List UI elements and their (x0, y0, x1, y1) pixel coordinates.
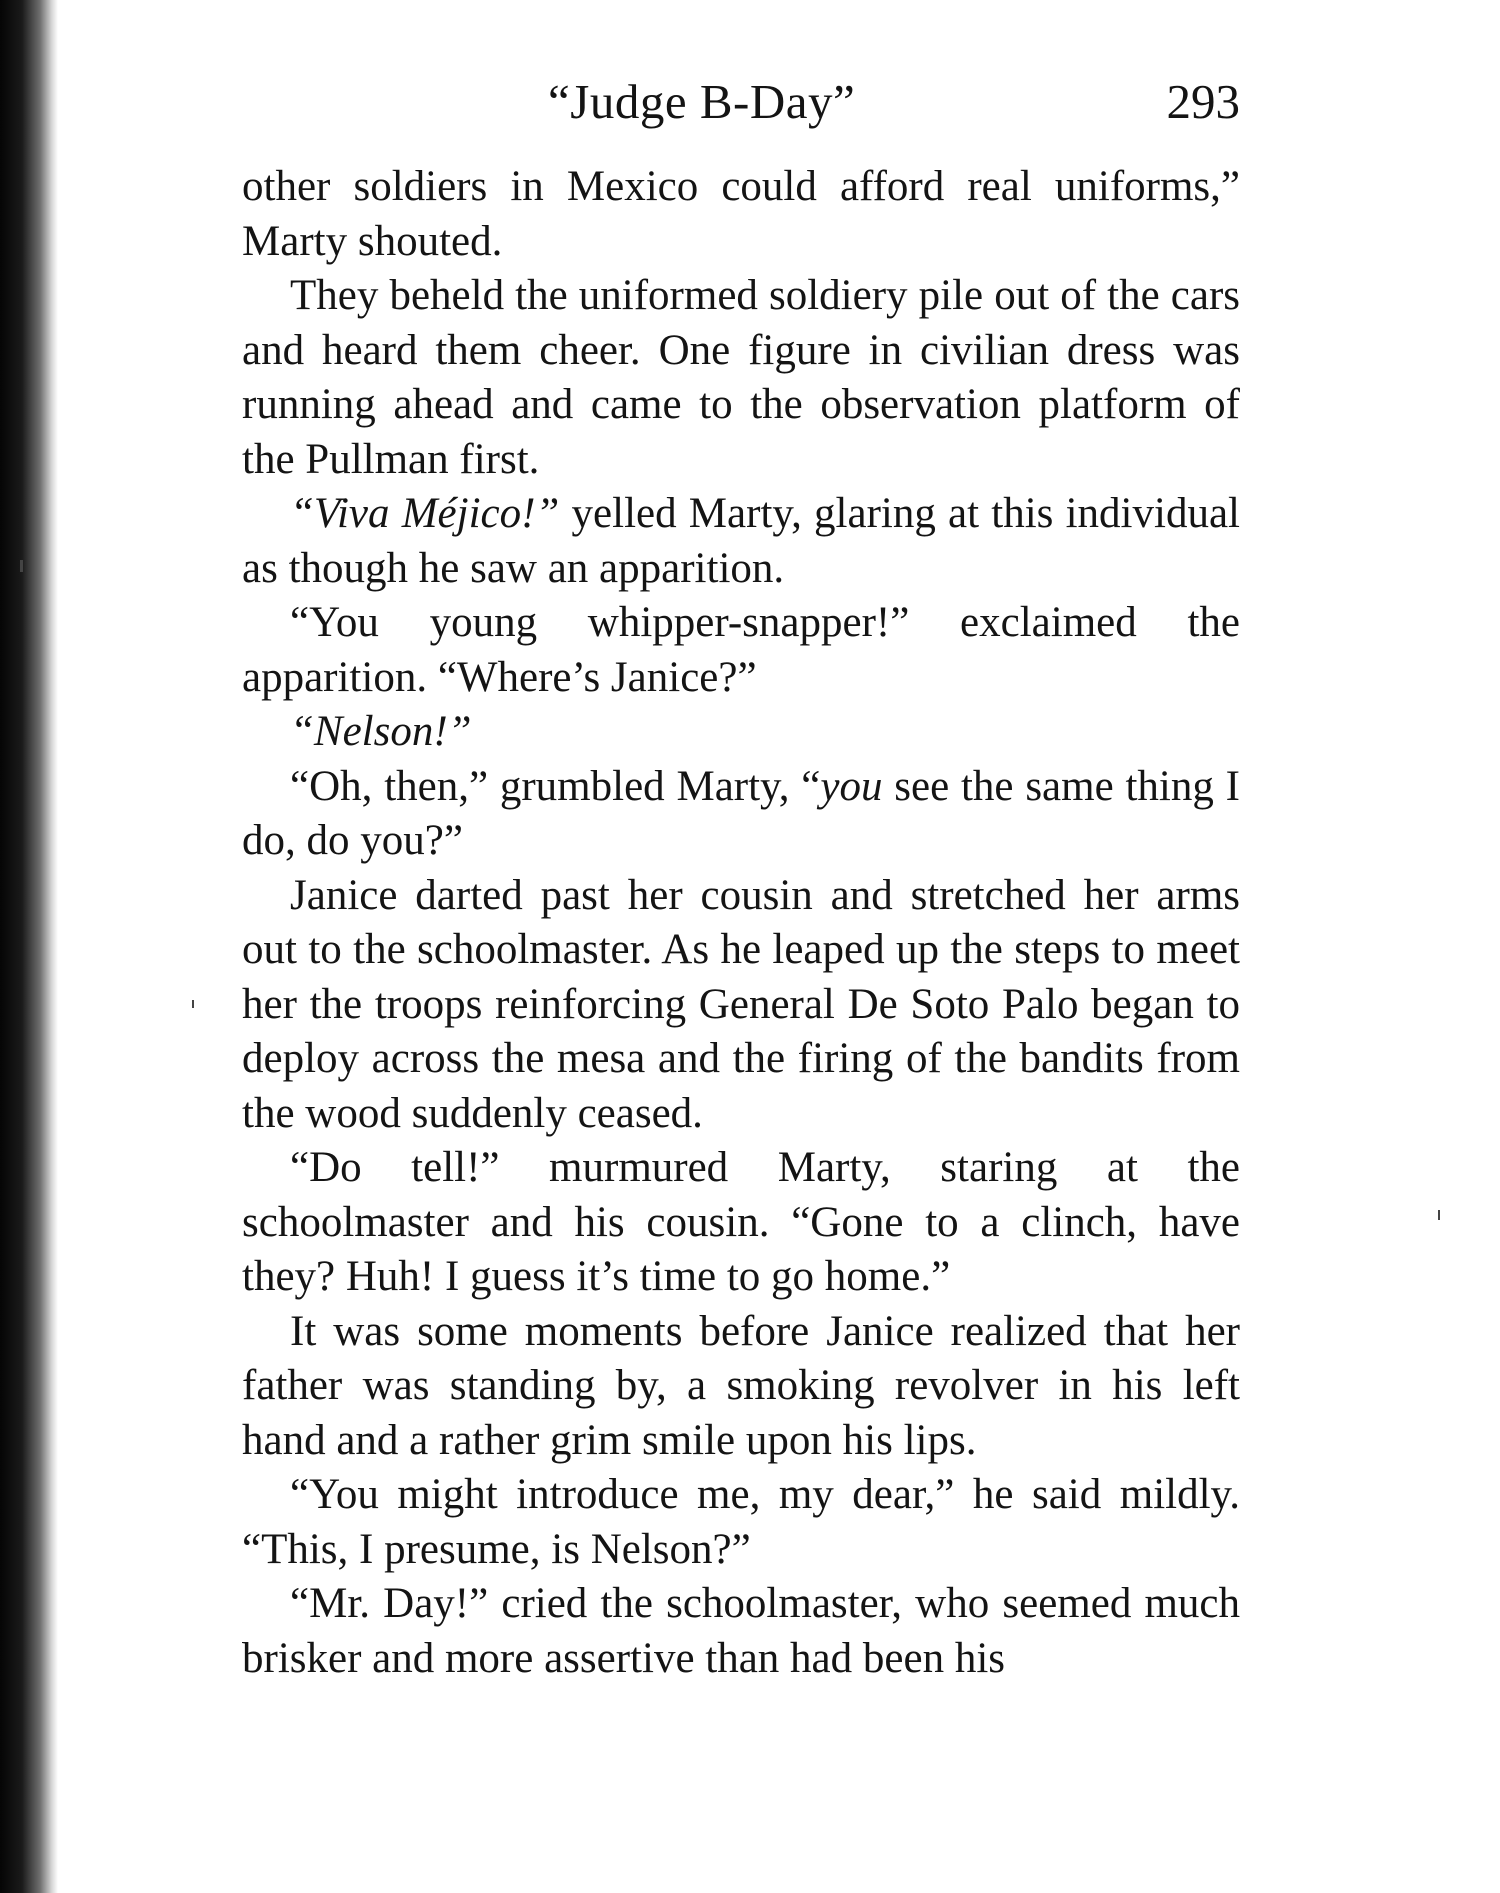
italic-exclamation: “Viva Méjico!” (290, 490, 560, 537)
paragraph (242, 487, 1240, 596)
paragraph-text: yelled Marty, glaring at this individual as though he saw an apparition. (242, 490, 1240, 592)
paragraph-text: see the same thing I do, do you?” (242, 762, 1240, 864)
scan-speck (20, 560, 23, 572)
scan-speck (1438, 1210, 1440, 1220)
scan-speck (192, 1000, 194, 1008)
page-header (242, 70, 1240, 134)
page-binding-shadow (0, 0, 58, 1893)
paragraph (242, 705, 1240, 760)
italic-exclamation: “Nelson!” (290, 708, 472, 755)
paragraph: other soldiers in Mexico could afford real uniforms,” Marty shouted. (242, 163, 1240, 265)
paragraph: Janice darted past her cousin and stretched her arms out to the schoolmaster. As he leaped up the steps to meet her the troops reinforcing General De Soto Palo began to deploy across the mesa and the firing of the bandits from the wood suddenly ceased. (242, 871, 1240, 1137)
running-title: “Judge B-Day” (548, 74, 856, 129)
paragraph: It was some moments before Janice realized that her father was standing by, a smoking revolver in his left hand and a rather grim smile upon his lips. (242, 1307, 1240, 1464)
italic-emphasis: you (820, 762, 883, 810)
body-text (242, 160, 1240, 1686)
paragraph: “You might introduce me, my dear,” he said mildly. “This, I presume, is Nelson?” (242, 1471, 1240, 1573)
paragraph: “Mr. Day!” cried the schoolmaster, who seemed much brisker and more assertive than had been his (242, 1580, 1240, 1682)
paragraph-text: “Oh, then,” grumbled Marty, “ (290, 762, 821, 810)
paragraph: “Do tell!” murmured Marty, staring at the schoolmaster and his cousin. “Gone to a clinch, have they? Huh! I guess it’s time to go home.” (242, 1144, 1240, 1300)
paragraph (242, 760, 1240, 869)
paragraph: They beheld the uniformed soldiery pile out of the cars and heard them cheer. One figure in civilian dress was running ahead and came to the observation platform of the Pullman first. (242, 272, 1240, 483)
paragraph: “You young whipper-snapper!” exclaimed the apparition. “Where’s Janice?” (242, 599, 1240, 701)
page-number: 293 (1166, 74, 1240, 129)
